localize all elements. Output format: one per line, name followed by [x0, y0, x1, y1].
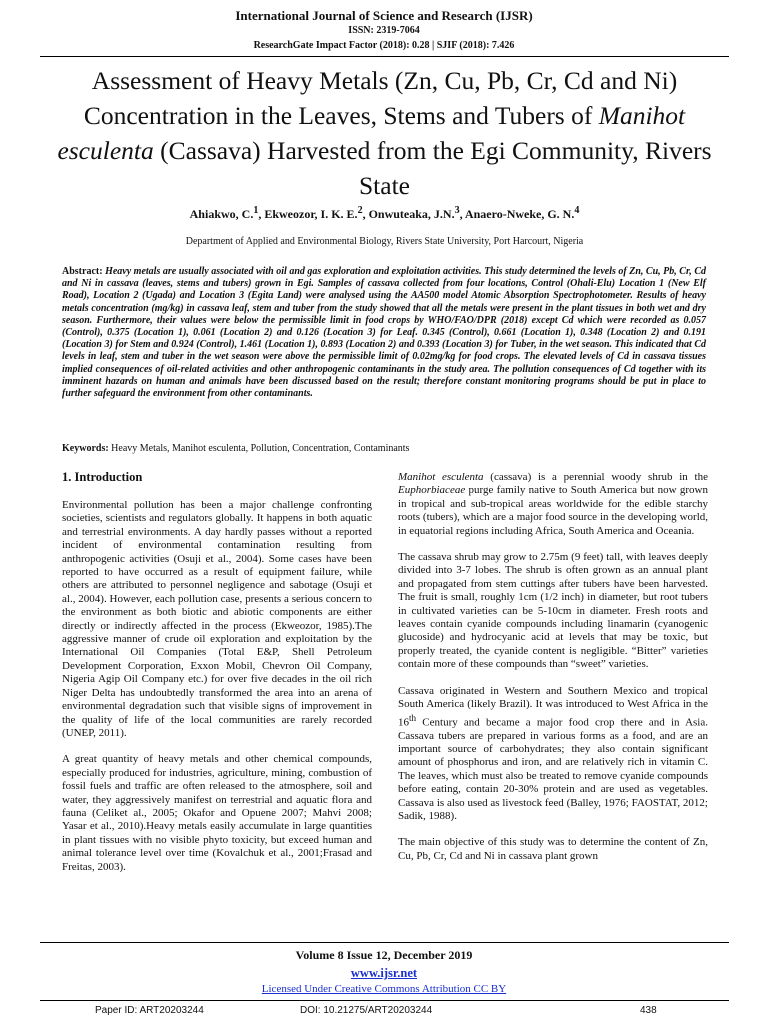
abstract-label: Abstract: [62, 266, 103, 277]
text-run: Cassava originated in Western and Southern Mexico and tropical South America (likely Brazil). It was introduced to West Africa in the 16 [398, 684, 708, 729]
page-number: 438 [640, 1005, 657, 1016]
footer-rule [40, 942, 729, 943]
author-list: Ahiakwo, C.$^1$, Ekweozor, I. K. E.$^2$, Onwuteaka, J.N.$^3$, Anaero-Nweke, G. N.$^4$ [189, 205, 580, 221]
keywords-text: Heavy Metals, Manihot esculenta, Pollution, Concentration, Contaminants [111, 443, 410, 454]
paragraph [398, 685, 708, 824]
paragraph: The main objective of this study was to determine the content of Zn, Cu, Pb, Cr, Cd and Ni in cassava plant grown [398, 836, 708, 862]
right-column [398, 471, 708, 876]
left-column [62, 499, 372, 887]
section-heading: 1. Introduction [62, 470, 143, 484]
text-run: (cassava) is a perennial woody shrub in the [483, 471, 708, 483]
text-run: Century and became a major food crop there and in Asia. Cassava tubers are prepared in various forms as a food, and are an important source of carbohydrates; they also contain significant amount of phosphorus and iron, and are relatively rich in vitamin C. The leaves, which must also be treated to remove cyanide compounds before eating, contain 20-30% protein and are used as vegetables. Cassava is also used as livestock feed (Balley, 1976; FAOSTAT, 2012; Sadik, 1988). [398, 716, 708, 822]
volume-info: Volume 8 Issue 12, December 2019 [295, 948, 473, 962]
website-link[interactable]: www.ijsr.net [350, 966, 418, 980]
impact-factor: ResearchGate Impact Factor (2018): 0.28 | SJIF (2018): 7.426 [253, 40, 515, 51]
issn: ISSN: 2319-7064 [348, 25, 420, 36]
keywords [62, 443, 706, 454]
title-part-1: Assessment of Heavy Metals (Zn, Cu, Pb, Cr, Cd and Ni) Concentration in the Leaves, Stems and Tubers of [83, 66, 678, 130]
paragraph [398, 471, 708, 538]
author: Onwuteaka, J.N. [368, 207, 455, 221]
superscript: th [409, 712, 417, 723]
abstract [62, 266, 706, 400]
department: Department of Applied and Environmental Biology, Rivers State University, Port Harcourt, Nigeria [185, 236, 584, 247]
title-part-2: (Cassava) Harvested from the Egi Community, Rivers State [153, 136, 712, 200]
footer-rule-2 [40, 1000, 729, 1001]
license-link[interactable]: Licensed Under Creative Commons Attribution CC BY [261, 983, 507, 995]
author-affil: 2 [357, 205, 363, 216]
paragraph: The cassava shrub may grow to 2.75m (9 feet) tall, with leaves deeply divided into 3-7 lobes. The shrub is often grown as an annual plant and propagated from stem cuttings after tubers have been harvested. The fruit is small, roughly 1cm (1/2 inch) in diameter, but root tubers in cultivated varieties can be 5-10cm in diameter. Fresh roots and leaves contain cyanide compounds including linamarin (cyanogenic glucoside) and hydrocyanic acid at levels that may be toxic, but properly treated, the cyanide content is negligible. “Bitter” varieties contain more of these compounds than “sweet” varieties. [398, 551, 708, 671]
journal-name: International Journal of Science and Research (IJSR) [235, 8, 533, 23]
author: Ahiakwo, C. [189, 207, 254, 221]
author-affil: 3 [454, 205, 460, 216]
text-run: purge family native to South America but now grown in tropical and sub-tropical areas worldwide for the edible starchy roots (tubers), which are a major food source in the developing world, in equatorial regions including Africa, South America and Oceania. [398, 484, 708, 537]
author-affil: 1 [253, 205, 259, 216]
author: Anaero-Nweke, G. N. [464, 207, 575, 221]
paper-title [40, 63, 729, 203]
paper-id: Paper ID: ART20203244 [95, 1005, 204, 1016]
author: Ekweozor, I. K. E. [264, 207, 358, 221]
header-rule [40, 56, 729, 57]
doi: DOI: 10.21275/ART20203244 [300, 1005, 433, 1016]
paragraph: A great quantity of heavy metals and other chemical compounds, especially produced for industries, agriculture, mining, combustion of fossil fuels and traffic are often released to the atmosphere, soil and water, they aggressively manifest on terrestrial and aquatic flora and fauna (Celiket al., 2005; Okafor and Opuene 2007; Mahvi 2008; Yasar et al., 2010).Heavy metals easily accumulate in large quantities in plant tissues with no visible phyto toxicity, but exceed human and animal tolerance level over time (Kovalchuk et al., 2001;Frasad and Freitas, 2003). [62, 753, 372, 873]
keywords-label: Keywords: [62, 443, 109, 454]
paragraph: Environmental pollution has been a major challenge confronting societies, scientists and regulators globally. It happens in both aquatic and terrestrial environments. A day hardly passes without a reported incident of environmental contamination resulting from anthropogenic activities (Osuji et al., 2004). Some cases have been reported to have occurred as a result of equipment failure, while others are attributed to personnel negligence and sabotage (Osuji et al., 2004). However, each pollution case, presents a serious concern to the environment as both biotic and abiotic components are either directly or indirectly affected in the process (Ekweozor, 1985).The aggressive manner of crude oil exploration and exploitation by the International Oil Companies (Total E&P, Shell Petroleum Development Corporation, Exxon Mobil, Chevron Oil Company, Nigeria Agip Oil Company etc.) for over five decades in the oil rich Niger Delta has undoubtedly transformed the area into an arena of environmental degradation such that visible signs of improvement in the quality of life of the local communities are rarely recorded (UNEP, 2011). [62, 499, 372, 739]
title-species: Manihot esculenta [57, 101, 686, 165]
species-name: Manihot esculenta [398, 471, 484, 483]
abstract-text: Heavy metals are usually associated with oil and gas exploration and exploitation activities. This study determined the levels of Zn, Cu, Pb, Cr, Cd and Ni in cassava (leaves, stems and tubers) grown in Egi. Samples of cassava collected from four locations, Control (Ohali-Elu) Location 1 (New Elf Road), Location 2 (Ugada) and Location 3 (Egita Land) were analysed using the AA500 model Atomic Absorption Spectrophotometer. Results of heavy metals concentration (mg/kg) in cassava leaf, stem and tuber from the study showed that all the metals were present in the plant tissues in both wet and dry season. Furthermore, their values were below the permissible limit in food crops by WHO/FAO/DPR (2018) except Cd which were recorded as 0.057 (Control), 0.375 (Location 1), 0.061 (Location 2) and 0.126 (Location 3) for Leaf. 0.345 (Control), 0.661 (Location 1), 0.348 (Location 2) and 0.191 (Location 3) for Stem and 0.924 (Control), 1.461 (Location 1), 0.893 (Location 2) and 0.393 (Location 3) for Tuber, in the wet season. This indicated that Cd levels in leaf, stem and tuber in the wet season were above the permissible limit of 0.02mg/kg for food crops. The elevated levels of Cd in cassava tissues implied consequences of oil-related activities and other anthropogenic contaminants in the study area. The pollution consequences of Cd together with its imminent hazards on human and animals have been discussed based on the result; therefore constant monitoring programs should be put in place to further safeguard the environment from other contaminants. [62, 266, 706, 400]
family-name: Euphorbiaceae [398, 484, 466, 497]
author-affil: 4 [574, 205, 580, 216]
